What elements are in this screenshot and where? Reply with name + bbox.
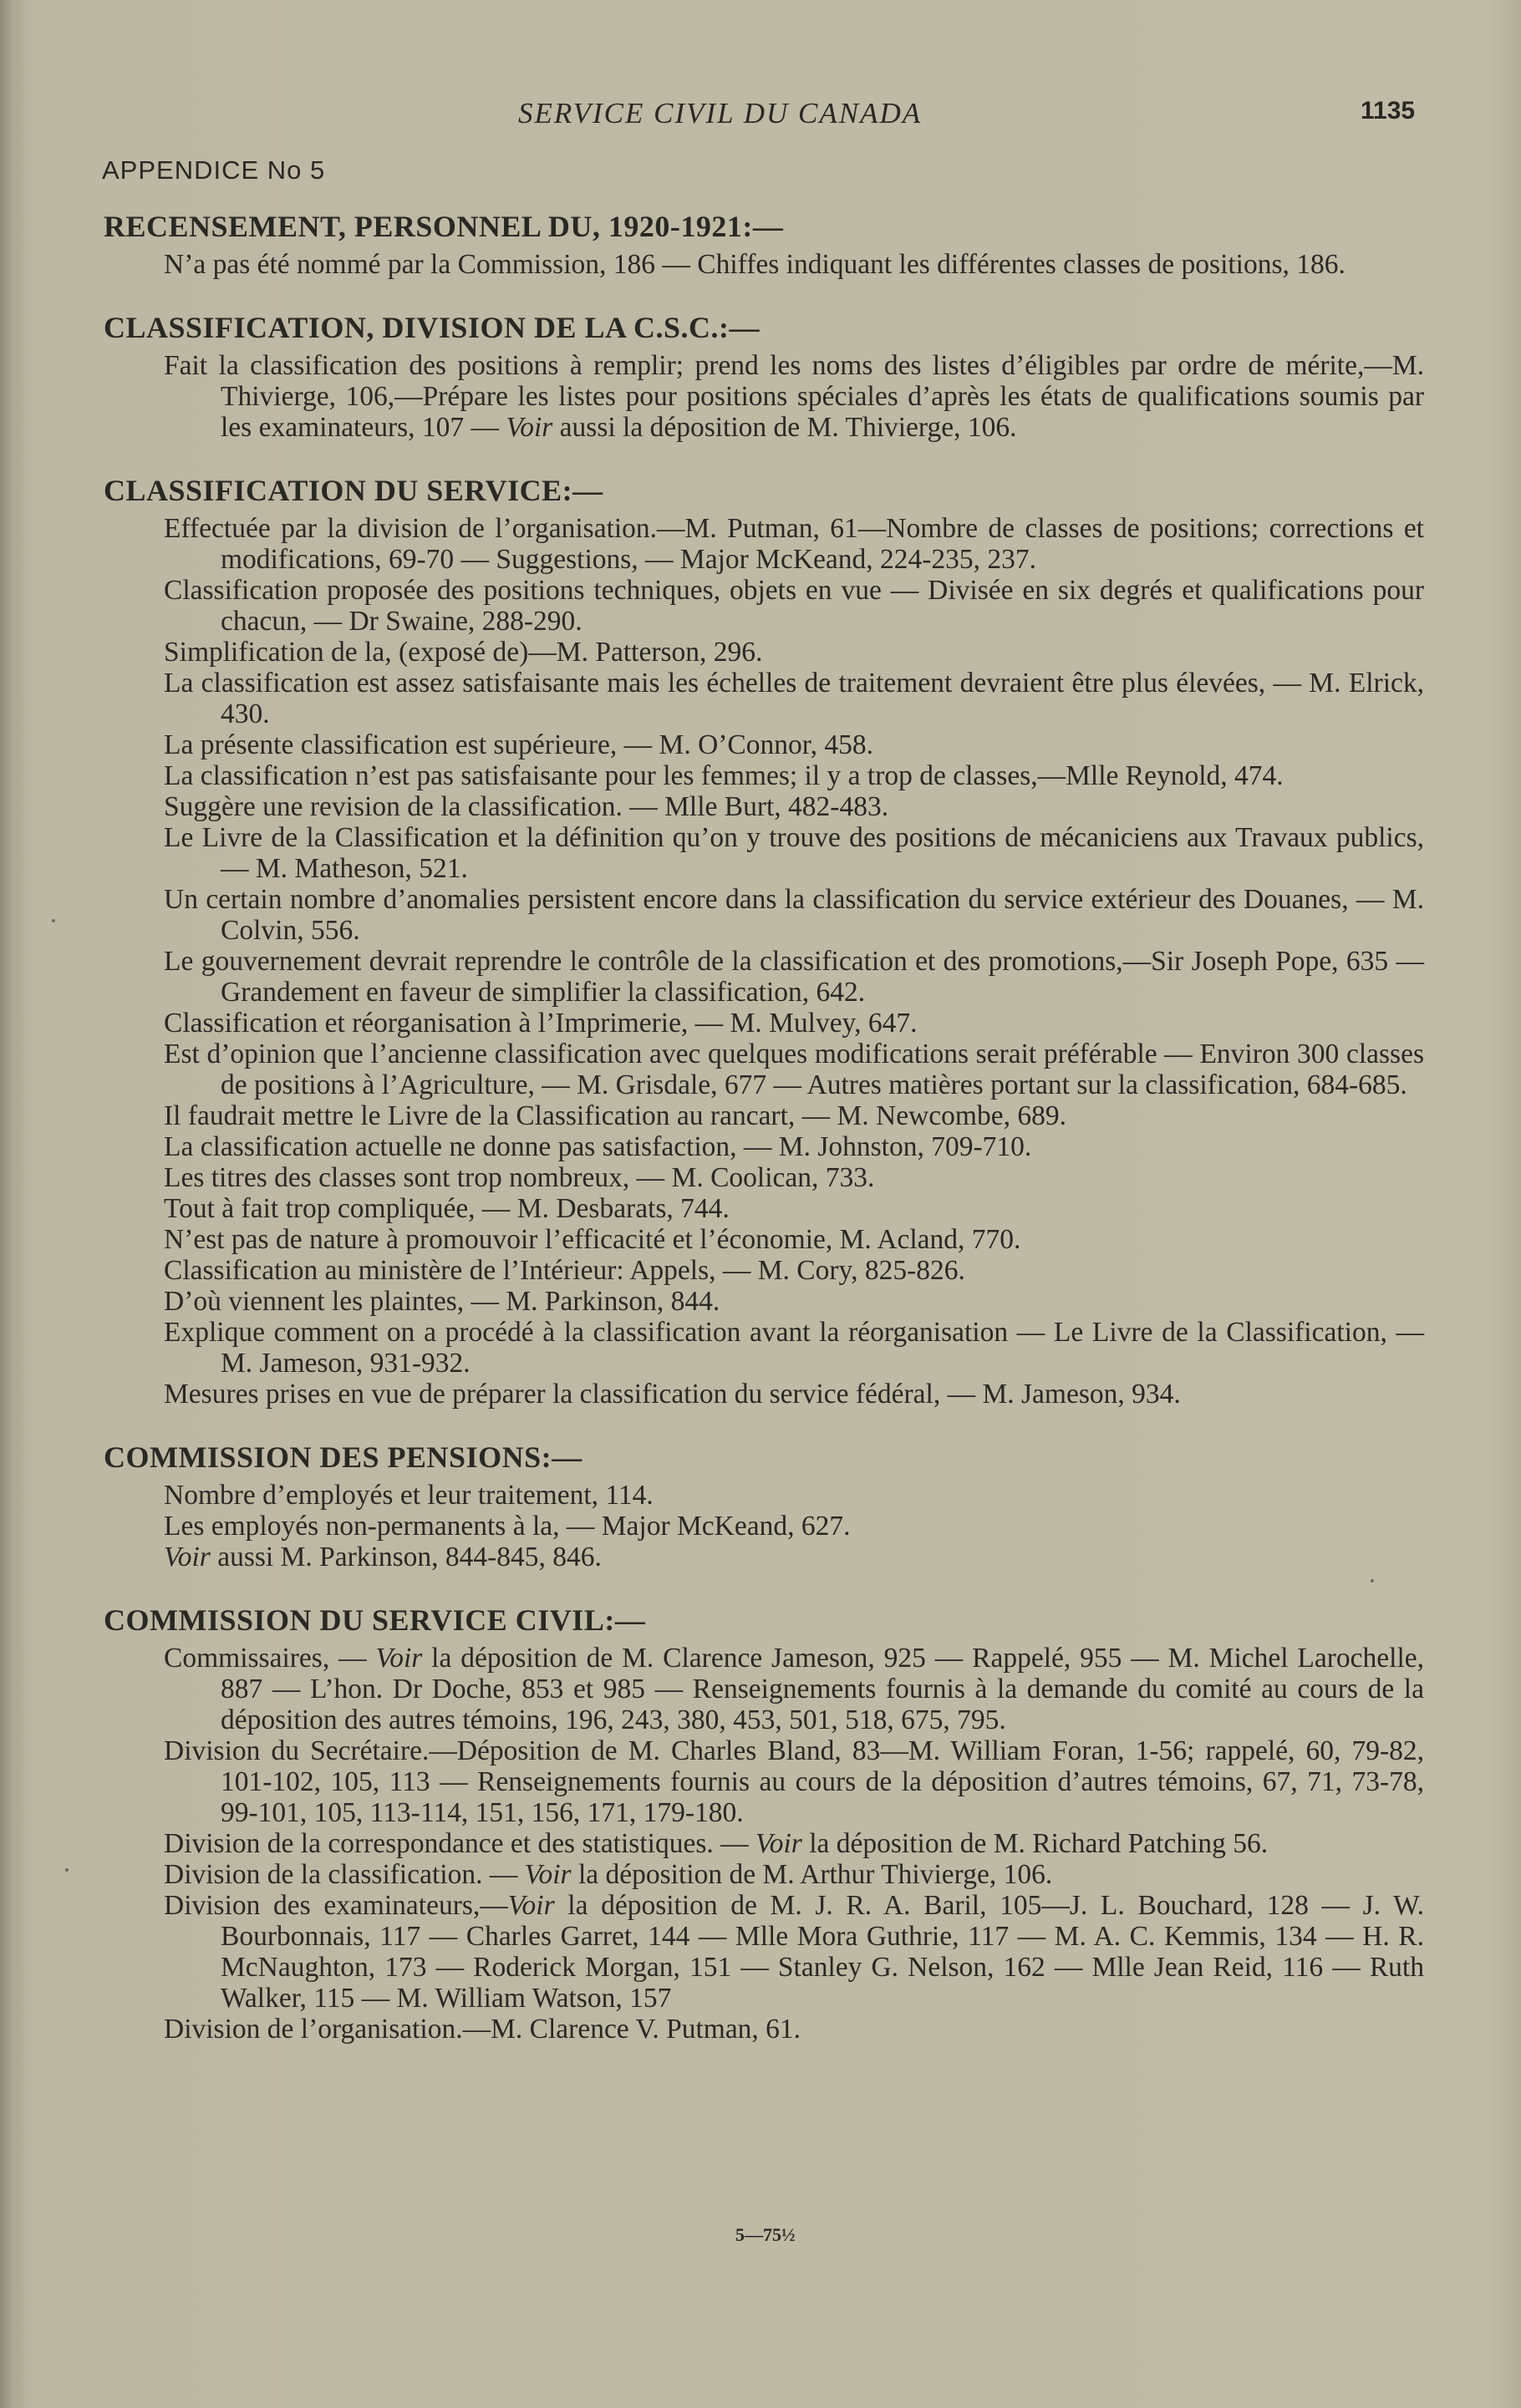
index-entry: Suggère une revision de la classification. — Mlle Burt, 482-483. [164,791,889,822]
index-entry: Il faudrait mettre le Livre de la Classification au rancart, — M. Newcombe, 689. [164,1100,1066,1131]
index-entry: Les titres des classes sont trop nombreux, — M. Coolican, 733. [164,1162,875,1193]
index-entry: Effectuée par la division de l’organisation.—M. Putman, 61—Nombre de classes de positions; corrections et modifications, 69-70 — Suggestions, — Major McKeand, 224-235, 237. [164,513,1424,575]
index-entry: Explique comment on a procédé à la classification avant la réorganisation — Le Livre de la Classification, — M. Jameson, 931-932. [164,1317,1424,1379]
entry-list [0,350,1521,443]
index-content [0,207,1521,2073]
index-entry: Le gouvernement devrait reprendre le contrôle de la classification et des promotions,—Sir Joseph Pope, 635 — Grandement en faveur de simplifier la classification, 642. [164,946,1424,1008]
page-header [0,94,1521,135]
index-entry: Voir aussi M. Parkinson, 844-845, 846. [164,1542,602,1572]
entry-list [0,513,1521,1410]
index-entry: La classification n’est pas satisfaisante pour les femmes; il y a trop de classes,—Mlle Reynold, 474. [164,760,1284,791]
index-entry: Division des examinateurs,—Voir la déposition de M. J. R. A. Baril, 105—J. L. Bouchard, 128 — J. W. Bourbonnais, 117 — Charles Garret, 144 — Mlle Mora Guthrie, 117 — M. A. C. Kemmis, 134 — H. R. McNaughton, 173 — Roderick Morgan, 151 — Stanley G. Nelson, 162 — Mlle Jean Reid, 116 — Ruth Walker, 115 — M. William Watson, 157 [164,1890,1424,2014]
section-heading: COMMISSION DU SERVICE CIVIL:— [104,1603,646,1637]
index-entry: Est d’opinion que l’ancienne classification avec quelques modifications serait préférable — Environ 300 classes de positions à l’Agriculture, — M. Grisdale, 677 — Autres matières portant sur la classification, 684-685. [164,1039,1424,1100]
index-entry: Division de la correspondance et des statistiques. — Voir la déposition de M. Richard Patching 56. [164,1828,1269,1859]
index-entry: La classification est assez satisfaisante mais les échelles de traitement devraient être plus élevées, — M. Elrick, 430. [164,668,1424,729]
page-number: 1135 [1361,97,1416,124]
running-title: SERVICE CIVIL DU CANADA [518,97,923,130]
appendix-label: APPENDICE No 5 [102,155,326,185]
index-entry: Mesures prises en vue de préparer la classification du service fédéral, — M. Jameson, 934. [164,1379,1181,1410]
section-heading: COMMISSION DES PENSIONS:— [104,1440,582,1474]
index-section [0,1438,1521,1572]
section-heading: CLASSIFICATION DU SERVICE:— [104,474,603,507]
index-entry: Les employés non-permanents à la, — Major McKeand, 627. [164,1511,851,1542]
index-entry: Un certain nombre d’anomalies persistent encore dans la classification du service extérieur des Douanes, — M. Colvin, 556. [164,884,1424,946]
index-entry: Classification et réorganisation à l’Imprimerie, — M. Mulvey, 647. [164,1008,918,1039]
index-section [0,471,1521,1410]
index-entry: Le Livre de la Classification et la définition qu’on y trouve des positions de mécaniciens aux Travaux publics, — M. Matheson, 521. [164,822,1424,884]
signature-mark: 5—75½ [735,2224,796,2245]
index-entry: La présente classification est supérieure, — M. O’Connor, 458. [164,729,873,760]
index-entry: Tout à fait trop compliquée, — M. Desbarats, 744. [164,1193,730,1224]
index-entry: Simplification de la, (exposé de)—M. Patterson, 296. [164,637,763,668]
index-entry: N’a pas été nommé par la Commission, 186 — Chiffes indiquant les différentes classes de positions, 186. [164,249,1346,280]
paper-speck [65,1868,69,1872]
index-entry: Commissaires, — Voir la déposition de M. Clarence Jameson, 925 — Rappelé, 955 — M. Michel Larochelle, 887 — L’hon. Dr Doche, 853 et 985 — Renseignements fournis à la demande du comité au cours de la déposition des autres témoins, 196, 243, 380, 453, 501, 518, 675, 795. [164,1643,1424,1735]
index-entry: Division du Secrétaire.—Déposition de M. Charles Bland, 83—M. William Foran, 1-56; rappelé, 60, 79-82, 101-102, 105, 113 — Renseignements fournis au cours de la déposition d’autres témoins, 67, 71, 73-78, 99-101, 105, 113-114, 151, 156, 171, 179-180. [164,1735,1424,1828]
entry-list [0,249,1521,280]
index-entry: Classification au ministère de l’Intérieur: Appels, — M. Cory, 825-826. [164,1255,965,1286]
section-heading: CLASSIFICATION, DIVISION DE LA C.S.C.:— [104,311,760,344]
entry-list [0,1643,1521,2045]
index-entry: Classification proposée des positions techniques, objets en vue — Divisée en six degrés et qualifications pour chacun, — Dr Swaine, 288-290. [164,575,1424,637]
paper-speck [1371,1579,1374,1582]
index-entry: Division de l’organisation.—M. Clarence V. Putman, 61. [164,2014,801,2045]
index-section [0,1601,1521,2045]
index-entry: D’où viennent les plaintes, — M. Parkinson, 844. [164,1286,720,1317]
paper-speck [52,919,55,922]
entry-list [0,1480,1521,1572]
index-section [0,207,1521,280]
index-section [0,308,1521,443]
index-entry: Nombre d’employés et leur traitement, 114. [164,1480,654,1511]
index-entry: Division de la classification. — Voir la déposition de M. Arthur Thivierge, 106. [164,1859,1053,1890]
index-entry: Fait la classification des positions à remplir; prend les noms des listes d’éligibles par ordre de mérite,—M. Thivierge, 106,—Prépare les listes pour positions spéciales d’après les états de qualifications soumis par les examinateurs, 107 — Voir aussi la déposition de M. Thivierge, 106. [164,350,1424,443]
index-entry: La classification actuelle ne donne pas satisfaction, — M. Johnston, 709-710. [164,1131,1032,1162]
index-entry: N’est pas de nature à promouvoir l’efficacité et l’économie, M. Acland, 770. [164,1224,1021,1255]
section-heading: RECENSEMENT, PERSONNEL DU, 1920-1921:— [104,210,784,243]
